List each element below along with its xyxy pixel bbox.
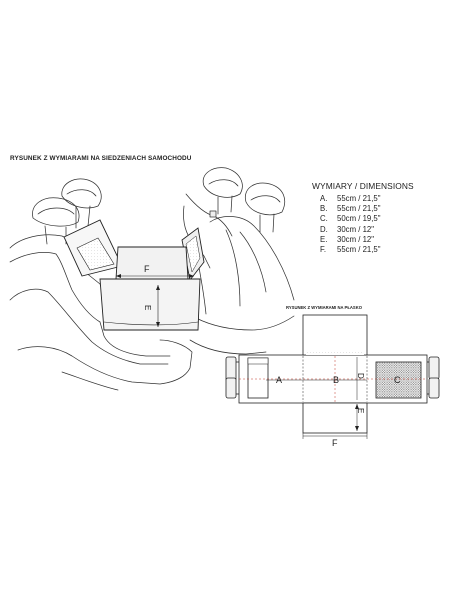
right-headrest-2 [245, 183, 284, 232]
dimension-row-f: F. 55cm / 21,5" [320, 245, 381, 255]
flat-left-loop-bottom [226, 378, 236, 398]
flat-label-a: A [276, 375, 283, 385]
seat-cover-on-seat [64, 220, 204, 330]
dimensions-title: WYMIARY / DIMENSIONS [312, 181, 414, 191]
dimension-row-a: A. 55cm / 21,5" [320, 194, 381, 203]
flat-top-panel [303, 315, 367, 355]
flat-label-b: B [333, 375, 340, 385]
dimension-row-e: E. 30cm / 12" [320, 234, 375, 244]
main-title: RYSUNEK Z WYMIARAMI NA SIEDZENIACH SAMOCHODU [10, 155, 192, 162]
right-seat-cushion [196, 316, 294, 330]
dimension-row-d: D. 30cm / 12" [320, 224, 375, 234]
seat-label-f: F [144, 264, 150, 274]
flat-right-loop-bottom [429, 378, 439, 398]
left-seat-cushion [18, 340, 192, 384]
left-headrest-2 [62, 179, 101, 228]
dimension-row-b: B. 55cm / 21,5" [320, 204, 381, 214]
right-headrest [203, 168, 242, 214]
seat-label-e: E [143, 305, 152, 311]
flat-right-loop-top [429, 357, 439, 379]
flat-label-e: E [356, 408, 365, 414]
flat-left-loop-top [226, 357, 236, 381]
flat-title: RYSUNEK Z WYMIARAMI NA PŁASKO [286, 305, 362, 310]
flat-label-c: C [394, 375, 401, 385]
flat-label-f: F [332, 438, 338, 448]
flat-label-d: D [356, 373, 365, 379]
dimension-row-c: C. 50cm / 19,5" [320, 214, 381, 224]
